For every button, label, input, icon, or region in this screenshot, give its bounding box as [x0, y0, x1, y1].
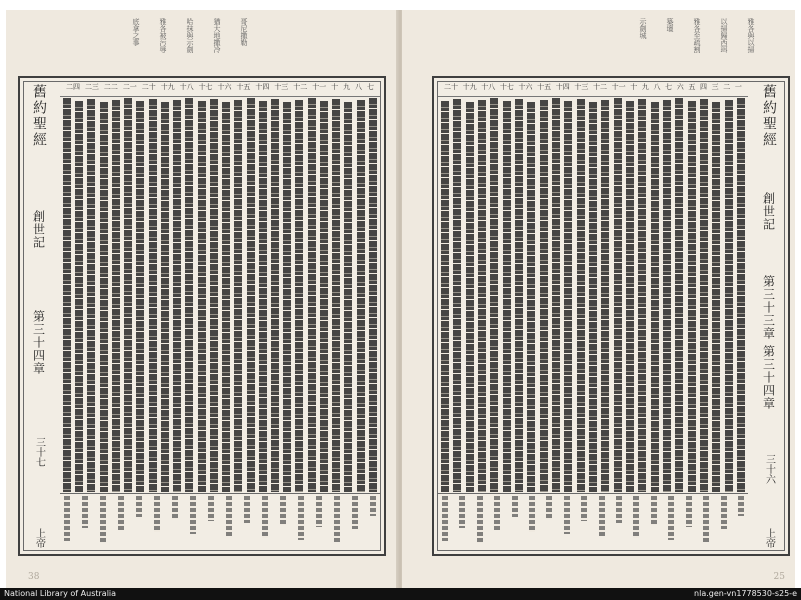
text-column — [124, 98, 132, 492]
text-column — [149, 99, 157, 492]
footnote-column — [100, 496, 106, 543]
right-running-head — [750, 78, 788, 554]
text-column — [564, 101, 572, 492]
corner-page-number: 38 — [28, 572, 40, 582]
verse-number: 二 — [723, 83, 731, 91]
footnote-column — [280, 496, 286, 525]
margin-note: 哈抹與示劍 — [186, 18, 194, 53]
verse-number: 十三 — [574, 83, 589, 91]
verse-number: 十一 — [611, 83, 626, 91]
right-text-frame — [432, 76, 790, 556]
text-column — [577, 99, 585, 492]
book-title: 舊約聖經 — [761, 84, 777, 148]
verse-number: 八 — [653, 83, 661, 91]
text-column — [210, 99, 218, 492]
verse-number: 二二 — [103, 83, 118, 91]
footnote-column — [721, 496, 727, 529]
text-column — [369, 98, 377, 492]
text-column — [626, 101, 634, 492]
verse-number: 二四 — [66, 83, 80, 91]
verse-number: 十 — [630, 83, 638, 91]
book-title: 舊約聖經 — [31, 84, 47, 148]
verse-number: 十一 — [312, 83, 327, 91]
text-column — [100, 102, 108, 492]
footnote-column — [668, 496, 674, 540]
footnote-column — [633, 496, 639, 538]
margin-note: 雅各至疏割 — [693, 18, 701, 53]
text-column — [198, 101, 206, 492]
footnote-column — [738, 496, 744, 516]
verse-number: 十 — [331, 83, 339, 91]
text-column — [222, 102, 230, 492]
footnote-column — [190, 496, 196, 534]
footnote-column — [64, 496, 70, 541]
text-column — [259, 101, 267, 492]
footnote-column — [442, 496, 448, 541]
footnote-column — [172, 496, 178, 519]
verse-number: 六 — [676, 83, 684, 91]
left-running-head — [20, 78, 58, 554]
footnote-column — [459, 496, 465, 528]
left-margin-notes — [131, 18, 248, 73]
footnotes — [438, 496, 748, 546]
text-column — [700, 99, 708, 492]
verse-number: 十六 — [217, 83, 232, 91]
right-body-text — [438, 82, 748, 550]
footnote-column — [686, 496, 692, 527]
verse-number: 十五 — [537, 83, 552, 91]
footnote-column — [529, 496, 535, 532]
text-column — [112, 100, 120, 492]
footnote-column — [244, 496, 250, 523]
text-column — [503, 101, 511, 492]
chapter-label: 第三十三章 第三十四章 — [761, 275, 776, 410]
footnotes — [60, 496, 380, 546]
margin-note: 示劍城 — [639, 18, 647, 39]
margin-note: 底拿之事 — [132, 18, 140, 46]
text-column — [271, 99, 279, 492]
text-column — [725, 100, 733, 492]
text-column — [75, 101, 83, 492]
text-column — [63, 98, 71, 492]
text-column — [688, 101, 696, 492]
footnote-column — [136, 496, 142, 517]
book-spread — [6, 10, 795, 588]
footnote-column — [82, 496, 88, 528]
text-column — [357, 100, 365, 492]
footnote-column — [494, 496, 500, 530]
text-column — [295, 100, 303, 492]
verse-number: 十二 — [593, 83, 607, 91]
verse-number: 二一 — [122, 83, 137, 91]
footnote-column — [477, 496, 483, 543]
verse-number: 十七 — [198, 83, 213, 91]
right-page — [402, 10, 795, 588]
book-name: 創世記 — [31, 209, 46, 249]
verse-number: 七 — [366, 83, 374, 91]
verse-number: 十六 — [518, 83, 533, 91]
running-foot: 上帝 — [33, 528, 45, 548]
text-columns — [60, 98, 380, 492]
verse-number: 十四 — [555, 83, 570, 91]
verse-number: 二三 — [84, 83, 99, 91]
text-column — [283, 102, 291, 492]
verse-number: 十九 — [160, 83, 175, 91]
text-column — [344, 102, 352, 492]
left-body-text — [60, 82, 380, 550]
margin-note: 哥尼撒勒 — [240, 18, 248, 46]
footnote-column — [352, 496, 358, 529]
text-column — [453, 99, 461, 492]
text-column — [651, 102, 659, 492]
footnote-column — [262, 496, 268, 538]
text-column — [663, 100, 671, 492]
verse-number: 一 — [734, 83, 742, 91]
left-page — [6, 10, 398, 588]
text-column — [638, 99, 646, 492]
text-column — [234, 100, 242, 492]
footnote-column — [298, 496, 304, 540]
text-column — [490, 98, 498, 492]
verse-number: 八 — [355, 83, 362, 91]
text-column — [712, 102, 720, 492]
notes-separator — [438, 493, 748, 494]
text-column — [466, 102, 474, 492]
left-text-frame — [18, 76, 386, 556]
footnote-column — [651, 496, 657, 525]
text-column — [332, 99, 340, 492]
text-column — [589, 102, 597, 492]
text-column — [173, 100, 181, 492]
right-margin-notes — [638, 18, 755, 73]
verse-number: 二十 — [141, 83, 156, 91]
verse-number: 三 — [711, 83, 719, 91]
footnote-column — [226, 496, 232, 536]
text-columns — [438, 98, 748, 492]
verse-number: 十四 — [255, 83, 270, 91]
verse-number-row — [60, 82, 380, 96]
footnote-column — [208, 496, 214, 521]
footnote-column — [581, 496, 587, 521]
footnote-column — [546, 496, 552, 519]
chapter-label: 第三十四章 — [31, 310, 46, 375]
margin-note: 雅各與以掃 — [747, 18, 755, 53]
footnote-column — [616, 496, 622, 523]
verse-number: 二十 — [444, 83, 458, 91]
margin-note: 雅各被污辱 — [159, 18, 167, 53]
verse-number-row — [438, 82, 748, 96]
text-column — [320, 101, 328, 492]
text-column — [478, 100, 486, 492]
text-column — [552, 98, 560, 492]
text-column — [247, 98, 255, 492]
library-name: National Library of Australia — [4, 589, 117, 598]
verse-number: 十三 — [274, 83, 289, 91]
verse-number: 十八 — [481, 83, 496, 91]
text-column — [527, 102, 535, 492]
verse-number: 九 — [343, 83, 351, 91]
image-identifier: nla.gen-vn1778530-s25-e — [694, 589, 797, 598]
verse-number: 九 — [641, 83, 649, 91]
text-column — [441, 101, 449, 492]
verse-number: 五 — [688, 83, 696, 91]
footnote-column — [370, 496, 376, 516]
text-column — [185, 98, 193, 492]
text-column — [161, 102, 169, 492]
text-column — [308, 98, 316, 492]
page-number: 三十六 — [763, 453, 775, 484]
text-column — [540, 100, 548, 492]
book-name: 創世記 — [761, 192, 776, 232]
footnote-column — [154, 496, 160, 532]
rule — [438, 96, 748, 97]
corner-page-number: 25 — [773, 572, 785, 582]
text-column — [515, 99, 523, 492]
footnote-column — [334, 496, 340, 542]
verse-number: 十二 — [293, 83, 308, 91]
footnote-column — [512, 496, 518, 517]
verse-number: 十七 — [499, 83, 514, 91]
rule — [60, 96, 380, 97]
footnote-column — [599, 496, 605, 536]
text-column — [737, 98, 745, 492]
verse-number: 十五 — [236, 83, 251, 91]
text-column — [87, 99, 95, 492]
verse-number: 四 — [700, 83, 707, 91]
footnote-column — [316, 496, 322, 527]
footnote-column — [564, 496, 570, 534]
margin-note: 築壇 — [666, 18, 674, 32]
verse-number: 十九 — [462, 83, 477, 91]
verse-number: 十八 — [179, 83, 194, 91]
margin-note: 以掃歸西珥 — [720, 18, 728, 53]
text-column — [614, 98, 622, 492]
running-foot: 上帝 — [763, 527, 775, 548]
text-column — [601, 100, 609, 492]
archive-footer — [0, 588, 801, 600]
margin-note: 猶大地撒冷 — [213, 18, 221, 53]
text-column — [136, 101, 144, 492]
page-number: 三十七 — [33, 436, 45, 467]
notes-separator — [60, 493, 380, 494]
footnote-column — [703, 496, 709, 542]
footnote-column — [118, 496, 124, 530]
text-column — [675, 98, 683, 492]
verse-number: 七 — [665, 83, 673, 91]
